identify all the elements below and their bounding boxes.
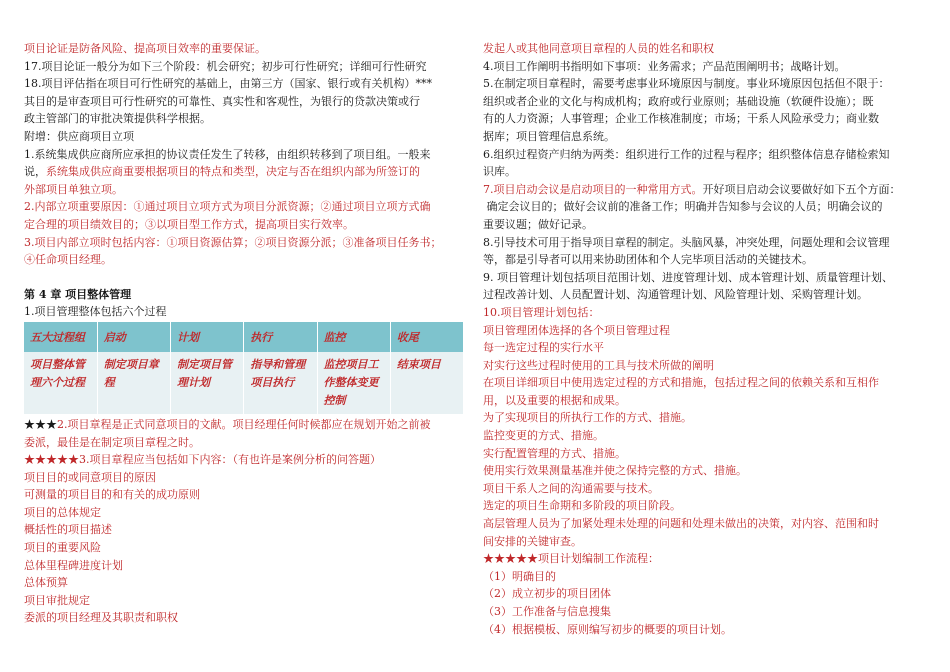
paragraph-line: ④任命项目经理。: [24, 253, 112, 267]
paragraph-line: [483, 181, 929, 199]
list-item: 项目管理团体选择的各个项目管理过程: [483, 323, 670, 337]
left-column: [24, 40, 464, 627]
table-cell: 项目整体管理六个过程: [24, 352, 97, 414]
paragraph-line: 定合理的项目绩效目的；③以项目型工作方式，提高项目实行效率。: [24, 217, 354, 231]
paragraph-line: 识库。: [483, 165, 516, 179]
table-caption: 1.项目管理整体包括六个过程: [24, 305, 167, 319]
list-item: 每一选定过程的实行水平: [483, 341, 604, 355]
star-rating: ★★★: [24, 417, 57, 431]
list-item: 总体预算: [24, 576, 68, 590]
line-prefix: 说，: [24, 165, 46, 179]
paragraph-line: 确定会议目的；做好会议前的准备工作；明确并告知参与会议的人员；明确会议的: [483, 200, 883, 214]
paragraph-line: 17.项目论证一般分为如下三个阶段：机会研究；初步可行性研究；详细可行性研究: [24, 59, 427, 73]
table-header-cell: 五大过程组: [24, 322, 97, 352]
list-item: 总体里程碑进度计划: [24, 558, 123, 572]
table-cell: 指导和管理项目执行: [244, 352, 317, 414]
paragraph-line: ★★★★★3.项目章程应当包括如下内容：（有也许是案例分析的问答题）: [24, 453, 381, 467]
list-item: 项目目的或同意项目的原因: [24, 470, 156, 484]
table-cell: 结束项目: [390, 352, 463, 414]
list-item: 使用实行效果测量基准并使之保持完整的方式、措施。: [483, 464, 747, 478]
paragraph-line: 9. 项目管理计划包括项目范围计划、进度管理计划、成本管理计划、质量管理计划、: [483, 270, 893, 284]
list-item: 可测量的项目目的和有关的成功原则: [24, 488, 200, 502]
list-item: （1）明确目的: [483, 569, 556, 583]
paragraph-line: 4.项目工作阐明书指明如下事项：业务需求；产品范围阐明书；战略计划。: [483, 59, 846, 73]
paragraph-line: 6.组织过程资产归纳为两类：组织进行工作的过程与程序；组织整体信息存储检索知: [483, 147, 890, 161]
paragraph-line: 8.引导技术可用于指导项目章程的制定。头脑风暴，冲突处理，问题处理和会议管理: [483, 235, 890, 249]
paragraph-line: 10.项目管理计划包括：: [483, 305, 600, 319]
paragraph-line: ★★★★★项目计划编制工作流程：: [483, 552, 659, 566]
list-item: 委派的项目经理及其职责和职权: [24, 611, 178, 625]
right-column: [483, 40, 929, 638]
list-item: 高层管理人员为了加紧处理未处理的问题和处理未做出的决策，对内容、范围和时: [483, 517, 879, 531]
paragraph-line: 5.在制定项目章程时，需要考虑事业环境原因与制度。事业环境原因包括但不限于：: [483, 77, 890, 91]
list-item: 项目的总体规定: [24, 505, 101, 519]
paragraph-line: 组织或者企业的文化与构成机构；政府或行业原则；基础设施（软硬件设施）；既: [483, 94, 874, 108]
highlight-span: 系统集成供应商重要根据项目的特点和类型，决定与否在组织内部为所签订的: [46, 165, 420, 179]
paragraph-line: 外部项目单独立项。: [24, 182, 123, 196]
section-heading: 附增：供应商项目立项: [24, 129, 134, 143]
paragraph-line: 委派，最佳是在制定项目章程之时。: [24, 435, 200, 449]
list-item: 监控变更的方式、措施。: [483, 429, 604, 443]
table-row: [24, 352, 464, 414]
list-item: 项目审批规定: [24, 593, 90, 607]
paragraph-line: [24, 163, 464, 181]
process-table: [24, 322, 464, 414]
paragraph-line: 重要议题；做好记录。: [483, 217, 593, 231]
list-item: （3）工作准备与信息搜集: [483, 605, 611, 618]
list-item: 间安排的关键审查。: [483, 534, 582, 548]
table-header-cell: 执行: [244, 322, 317, 352]
paragraph-line: 3.项目内部立项时包括内容：①项目资源估算；②项目资源分派；③准备项目任务书；: [24, 235, 442, 249]
list-item: 对实行这些过程时使用的工具与技术所做的阐明: [483, 358, 714, 372]
paragraph-line: 其目的是审查项目可行性研究的可靠性、真实性和客观性，为银行的贷款决策或行: [24, 94, 420, 108]
list-item: （4）根据模板、原则编写初步的概要的项目计划。: [483, 622, 732, 636]
highlight-span: 2.项目章程是正式同意项目的文献。项目经理任何时候都应在规划开始之前被: [57, 417, 431, 431]
list-item: 概括性的项目描述: [24, 523, 112, 537]
table-header-cell: 监控: [317, 322, 390, 352]
list-item: 项目干系人之间的沟通需要与技术。: [483, 481, 659, 495]
paragraph-line: 项目论证是防备风险、提高项目效率的重要保证。: [24, 42, 266, 55]
list-item: 实行配置管理的方式、措施。: [483, 446, 626, 460]
table-header-cell: 启动: [97, 322, 170, 352]
paragraph-line: 等，都是引导者可以用来协助团体和个人完毕项目活动的关键技术。: [483, 253, 813, 267]
paragraph-line: 1.系统集成供应商所应承担的协议责任发生了转移，由组织转移到了项目组。一般来: [24, 147, 431, 161]
chapter-title: 第 4 章 项目整体管理: [24, 287, 132, 301]
highlight-span: 7.项目启动会议是启动项目的一种常用方式。: [483, 182, 703, 196]
list-item: 用，以及重要的根据和成果。: [483, 393, 626, 407]
paragraph-line: [24, 416, 464, 434]
list-item: 在项目详细项目中使用选定过程的方式和措施，包括过程之间的依赖关系和互相作: [483, 376, 879, 390]
plain-span: 开好项目启动会议要做好如下五个方面：: [702, 182, 901, 196]
paragraph-line: 过程改善计划、人员配置计划、沟通管理计划、风险管理计划、采购管理计划。: [483, 288, 868, 302]
table-cell: 制定项目管理计划: [171, 352, 244, 414]
paragraph-line: 18.项目评估指在项目可行性研究的基础上，由第三方（国家、银行或有关机构）***: [24, 77, 432, 91]
table-header-cell: 收尾: [390, 322, 463, 352]
list-item: 选定的项目生命期和多阶段的项目阶段。: [483, 499, 681, 513]
table-cell: 制定项目章程: [97, 352, 170, 414]
spacer: [24, 269, 464, 286]
list-item: 项目的重要风险: [24, 541, 101, 555]
list-item: 为了实现项目的所执行工作的方式、措施。: [483, 411, 692, 425]
list-item: 发起人或其他同意项目章程的人员的姓名和职权: [483, 42, 714, 55]
table-cell: 监控项目工作整体变更控制: [317, 352, 390, 414]
paragraph-line: 有的人力资源；人事管理；企业工作核准制度；市场；干系人风险承受力；商业数: [483, 112, 879, 126]
paragraph-line: 2.内部立项重要原因：①通过项目立项方式为项目分派资源；②通过项目立项方式确: [24, 200, 431, 214]
list-item: （2）成立初步的项目团体: [483, 587, 611, 601]
paragraph-line: 据库；项目管理信息系统。: [483, 129, 615, 143]
paragraph-line: 政主管部门的审批决策提供科学根据。: [24, 112, 211, 126]
table-header-cell: 计划: [171, 322, 244, 352]
table-header-row: [24, 322, 464, 352]
